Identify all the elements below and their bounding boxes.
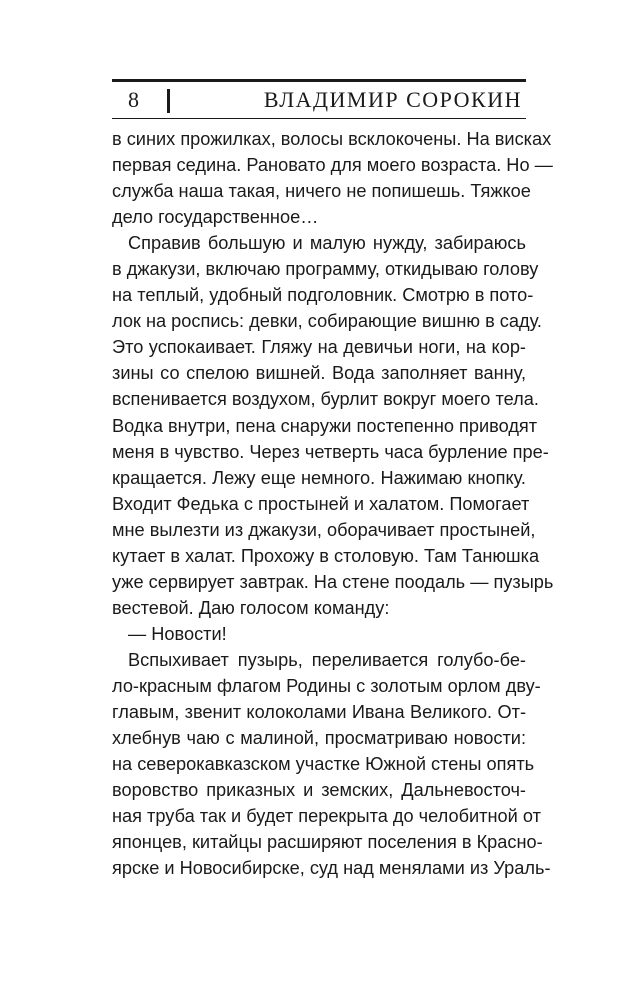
text-line: ярске и Новосибирске, суд над менялами из Ураль-	[112, 858, 551, 879]
text-line: ная труба так и будет перекрыта до челобитной от	[112, 806, 541, 827]
header-separator	[167, 89, 170, 113]
text-line: — Новости!	[128, 623, 227, 644]
header-top-rule	[112, 79, 526, 82]
text-line: кращается. Лежу еще немного. Нажимаю кнопку.	[112, 467, 526, 488]
text-line: дело государственное…	[112, 207, 319, 228]
text-line: служба наша такая, ничего не попишешь. Тяжкое	[112, 181, 531, 202]
text-line: лок на роспись: девки, собирающие вишню в саду.	[112, 311, 542, 332]
text-line: мне вылезти из джакузи, оборачивает простыней,	[112, 519, 536, 540]
text-line: в синих прожилках, волосы всклокочены. На висках	[112, 129, 552, 149]
text-line: воровство приказных и земских, Дальневосточ-	[112, 780, 526, 801]
text-line: первая седина. Рановато для моего возраста. Но —	[112, 155, 553, 176]
text-line: вспенивается воздухом, бурлит вокруг моего тела.	[112, 389, 539, 410]
running-header	[112, 84, 526, 116]
text-line: главым, звенит колоколами Ивана Великого. От-	[112, 702, 526, 723]
text-line: на теплый, удобный подголовник. Смотрю в пото-	[112, 285, 534, 306]
text-line: Входит Федька с простыней и халатом. Помогает	[112, 493, 530, 514]
text-line: на северокавказском участке Южной стены опять	[112, 754, 535, 775]
text-line: японцев, китайцы расширяют поселения в Красно-	[112, 832, 543, 853]
text-line: ло-красным флагом Родины с золотым орлом дву-	[112, 675, 541, 696]
text-line: Вспыхивает пузырь, переливается голубо-бе-	[128, 649, 526, 670]
text-line: меня в чувство. Через четверть часа бурление пре-	[112, 441, 549, 462]
page-number: 8	[128, 87, 141, 112]
text-line: вестевой. Даю голосом команду:	[112, 597, 390, 618]
text-line: в джакузи, включаю программу, откидываю голову	[112, 259, 539, 280]
text-line: Это успокаивает. Гляжу на девичьи ноги, на кор-	[112, 337, 526, 358]
text-line: Водка внутри, пена снаружи постепенно приводят	[112, 415, 538, 436]
text-line: хлебнув чаю с малиной, просматриваю новости:	[112, 728, 526, 749]
text-line: Справив большую и малую нужду, забираюсь	[128, 233, 526, 254]
text-line: кутает в халат. Прохожу в столовую. Там Танюшка	[112, 545, 540, 566]
body-text	[112, 126, 554, 881]
header-bottom-rule	[112, 118, 526, 119]
text-line: уже сервирует завтрак. На стене поодаль — пузырь	[112, 571, 554, 592]
text-line: зины со спелою вишней. Вода заполняет ванну,	[112, 363, 526, 384]
author-name: ВЛАДИМИР СОРОКИН	[263, 87, 522, 112]
